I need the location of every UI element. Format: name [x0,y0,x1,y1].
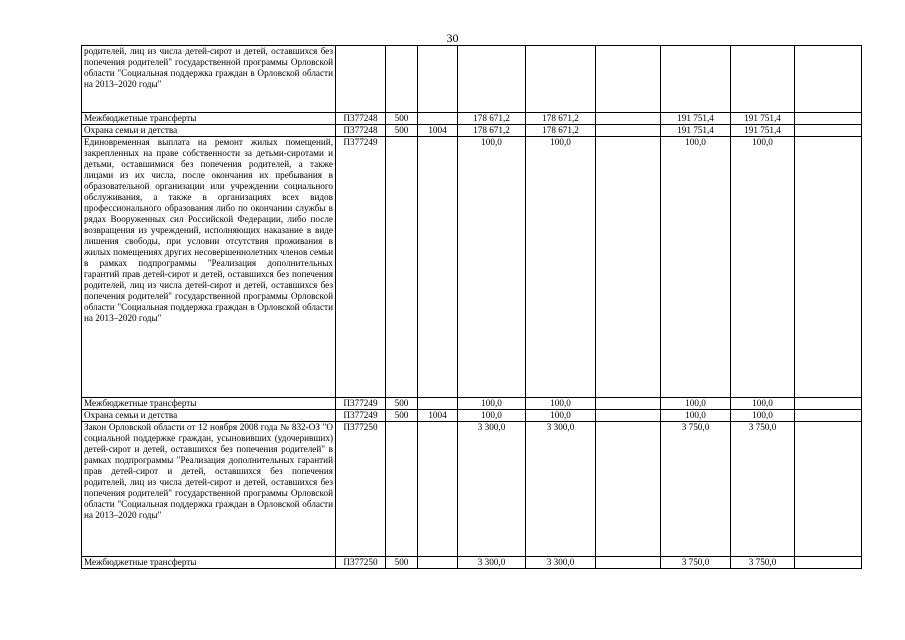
row-value-1: 3 300,0 [458,422,526,557]
row-value-4: 3 750,0 [661,422,731,557]
row-description: Межбюджетные трансферты [82,398,336,410]
row-expense-type [386,137,418,398]
row-expense-type: 500 [386,410,418,422]
row-value-2: 178 671,2 [526,125,596,137]
row-section-code: 1004 [418,410,458,422]
row-value-2: 178 671,2 [526,113,596,125]
row-value-6 [795,113,862,125]
row-value-4: 3 750,0 [661,557,731,569]
row-value-6 [795,422,862,557]
row-value-3 [596,125,661,137]
row-value-4: 191 751,4 [661,113,731,125]
row-value-3 [596,410,661,422]
row-description: Единовременная выплата на ремонт жилых помещений, закрепленных на праве собственности за детьми-сиротами и детьми, оставшимися без попечения родителей, а также лицами из их числа, после окончания их пребывания в образовательной организации или учреждении социального обслуживания, а также в организациях всех видов профессионального образования либо по окончании службы в рядах Вооруженных сил Российской Федерации, либо после возвращения из учреждений, исполняющих наказание в виде лишения свободы, при условии отсутствия проживания в жилых помещениях других несовершеннолетних членов семьи в рамках подпрограммы "Реализация дополнительных гарантий прав детей-сирот и детей, оставшихся без попечения родителей, лиц из числа детей-сирот и детей, оставшихся без попечения родителей" государственной программы Орловской области "Социальная поддержка граждан в Орловской области на 2013–2020 годы" [82,137,336,398]
row-target-code: П377249 [336,398,386,410]
row-expense-type [386,46,418,113]
row-value-1: 100,0 [458,410,526,422]
row-section-code [418,46,458,113]
row-value-1: 100,0 [458,137,526,398]
table-row [82,557,862,569]
row-target-code [336,46,386,113]
row-description: Межбюджетные трансферты [82,557,336,569]
row-value-4: 100,0 [661,137,731,398]
table-row [82,125,862,137]
row-value-2: 100,0 [526,398,596,410]
table-row [82,422,862,557]
row-section-code [418,398,458,410]
row-expense-type: 500 [386,557,418,569]
row-value-2: 3 300,0 [526,422,596,557]
row-target-code: П377248 [336,113,386,125]
table-row [82,410,862,422]
row-value-4: 191 751,4 [661,125,731,137]
table-row [82,46,862,113]
row-value-5: 3 750,0 [731,557,795,569]
row-value-3 [596,113,661,125]
row-value-6 [795,410,862,422]
row-value-2: 3 300,0 [526,557,596,569]
row-value-6 [795,398,862,410]
row-value-4: 100,0 [661,398,731,410]
row-value-1 [458,46,526,113]
table-row [82,398,862,410]
row-description: Охрана семьи и детства [82,410,336,422]
row-value-5: 191 751,4 [731,125,795,137]
row-value-2: 100,0 [526,410,596,422]
row-value-1: 3 300,0 [458,557,526,569]
row-value-5: 100,0 [731,137,795,398]
budget-table [81,45,862,569]
row-target-code: П377249 [336,137,386,398]
row-value-4 [661,46,731,113]
row-section-code [418,557,458,569]
row-value-3 [596,398,661,410]
row-value-6 [795,125,862,137]
row-value-3 [596,137,661,398]
row-section-code [418,113,458,125]
row-target-code: П377250 [336,557,386,569]
row-description: Закон Орловской области от 12 ноября 2008 года № 832-ОЗ "О социальной поддержке граждан, усыновивших (удочеривших) детей-сирот и детей, оставшихся без попечения родителей" в рамках подпрограммы "Реализация дополнительных гарантий прав детей-сирот и детей, оставшихся без попечения родителей, лиц из числа детей-сирот и детей, оставшихся без попечения родителей" государственной программы Орловской области "Социальная поддержка граждан в Орловской области на 2013–2020 годы" [82,422,336,557]
row-value-5: 191 751,4 [731,113,795,125]
row-description: Охрана семьи и детства [82,125,336,137]
row-value-5 [731,46,795,113]
row-value-4: 100,0 [661,410,731,422]
row-expense-type: 500 [386,125,418,137]
row-expense-type: 500 [386,398,418,410]
row-description: Межбюджетные трансферты [82,113,336,125]
row-section-code: 1004 [418,125,458,137]
table-row [82,137,862,398]
row-description: родителей, лиц из числа детей-сирот и детей, оставшихся без попечения родителей" государственной программы Орловской области "Социальная поддержка граждан в Орловской области на 2013–2020 годы" [82,46,336,113]
row-value-3 [596,557,661,569]
row-expense-type: 500 [386,113,418,125]
row-target-code: П377249 [336,410,386,422]
row-value-6 [795,557,862,569]
row-value-3 [596,46,661,113]
page-number: 30 [446,31,459,45]
row-value-5: 100,0 [731,410,795,422]
row-value-6 [795,46,862,113]
row-value-2 [526,46,596,113]
row-value-6 [795,137,862,398]
table-row [82,113,862,125]
row-value-5: 3 750,0 [731,422,795,557]
row-value-1: 100,0 [458,398,526,410]
row-target-code: П377250 [336,422,386,557]
row-section-code [418,422,458,557]
row-target-code: П377248 [336,125,386,137]
row-value-5: 100,0 [731,398,795,410]
row-value-1: 178 671,2 [458,113,526,125]
row-value-1: 178 671,2 [458,125,526,137]
row-section-code [418,137,458,398]
row-value-2: 100,0 [526,137,596,398]
row-expense-type [386,422,418,557]
row-value-3 [596,422,661,557]
